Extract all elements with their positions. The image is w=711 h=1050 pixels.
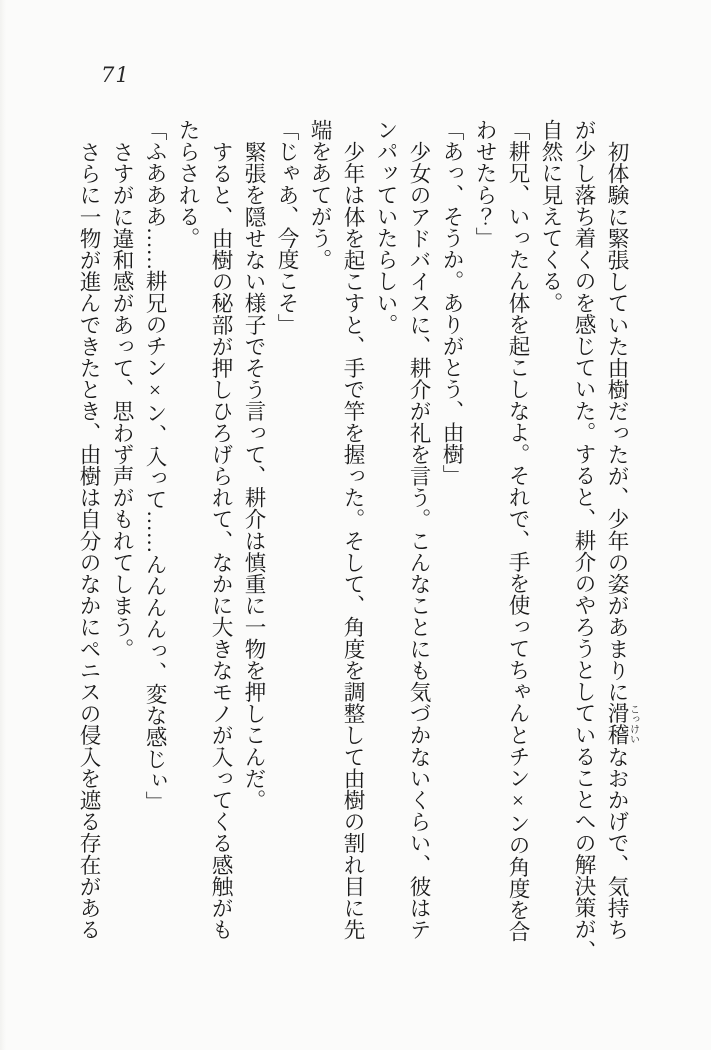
text-line: たらされる。 [176,119,200,249]
text-line: 初体験に緊張していた由樹だったが、少年の姿があまりに滑稽こっけいなおかげで、気持ち [605,140,639,940]
text-line: すると、由樹の秘部が押しひろげられて、なかに大きなモノが入ってくる感触がも [209,140,233,940]
ruby-annotation: 滑稽こっけい [605,702,639,746]
page-number: 71 [101,63,130,87]
text-line: 「耕兄、いったん体を起こしなよ。それで、手を使ってちゃんとチン×ンの角度を合 [506,119,530,943]
text-line: ンパッていたらしい。 [374,119,398,335]
text-line: さすがに違和感があって、思わず声がもれてしまう。 [110,140,134,659]
text-line: 「あっ、そうか。ありがとう、由樹」 [440,119,464,487]
text-line: わせたら？」 [473,119,497,249]
text-line: 「ふあああ……耕兄のチン×ン、入って……んんんんっ、変な感じぃ」 [143,119,167,813]
text-line: が少し落ち着くのを感じていた。すると、耕介のやろうとしていることへの解決策が、 [572,119,596,962]
text-line: 緊張を隠せない様子でそう言って、耕介は慎重に一物を押しこんだ。 [242,140,266,811]
text-line: 端をあてがう。 [308,119,332,271]
text-line: 少女のアドバイスに、耕介が礼を言う。こんなことにも気づかないくらい、彼はテ [407,140,431,940]
text-line: 「じゃあ、今度こそ」 [275,119,299,335]
text-line: さらに一物が進んできたとき、由樹は自分のなかにペニスの侵入を遮る存在がある [77,140,101,940]
text-block [72,119,639,962]
text-line: 自然に見えてくる。 [539,119,563,314]
text-line: 少年は体を起こすと、手で竿を握った。そして、角度を調整して由樹の割れ目に先 [341,140,365,940]
